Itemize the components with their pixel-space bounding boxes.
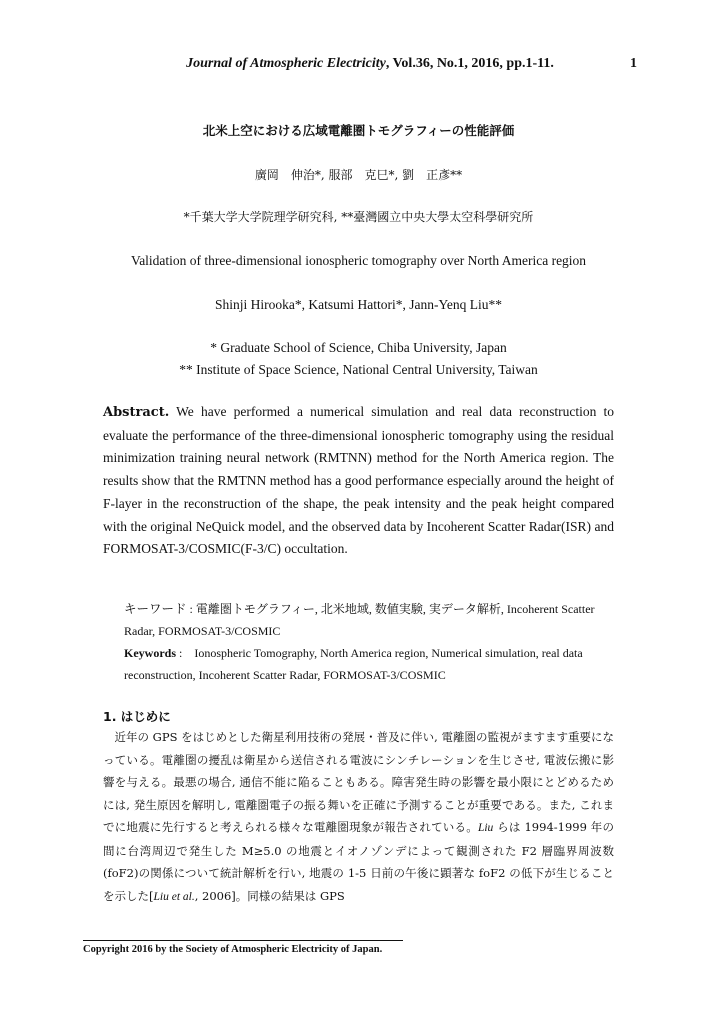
intro-author-liu: Liu <box>477 822 494 834</box>
affiliations-japanese: *千葉大学大学院理学研究科, **臺灣國立中央大學太空科學研究所 <box>183 210 534 224</box>
affiliation-english-1: * Graduate School of Science, Chiba University, Japan <box>210 340 507 355</box>
keywords-english <box>124 642 604 686</box>
introduction-paragraph <box>103 726 614 908</box>
keywords-text-english: : Ionospheric Tomography, North America region, Numerical simulation, real data reconstruction, Incoherent Scatter Radar, FORMOSAT-3/COSMIC <box>124 646 583 682</box>
intro-citation-author: Liu et al. <box>153 890 195 903</box>
abstract <box>103 401 614 561</box>
footer-rule <box>83 940 403 941</box>
copyright-notice: Copyright 2016 by the Society of Atmospheric Electricity of Japan. <box>83 944 383 955</box>
running-header <box>130 56 610 72</box>
keywords-label-japanese: キーワード <box>124 601 187 616</box>
authors-english: Shinji Hirooka*, Katsumi Hattori*, Jann-Yenq Liu** <box>215 297 502 312</box>
intro-text-b: らは 1994-1999 年の間に台湾周辺で発生した M≥5.0 の地震とイオノゾンデによって観測された F2 層臨界周波数(foF2)の関係について統計解析を行い, 地震の 1-5 日前の午後に顕著な foF2 の低下が生じることを示した[ <box>103 820 615 903</box>
intro-text-a: 近年の GPS をはじめとした衛星利用技術の発展・普及に伴い, 電離圏の監視がますます重要になっている。電離圏の擾乱は衛星から送信される電波にシンチレーションを生じさせ, 電波伝搬に影響を与える。最悪の場合, 通信不能に陥ることもある。障害発生時の影響を最小限にとどめるためには, 発生原因を解明し, 電離圏電子の振る舞いを正確に予測することが重要である。また, これまでに地震に先行すると考えられる様々な電離圏現象が報告されている。 <box>103 730 614 834</box>
intro-text-c: , 2006]。同様の結果は GPS <box>194 888 345 903</box>
keywords-japanese <box>124 598 604 642</box>
abstract-text: We have performed a numerical simulation and real data reconstruction to evaluate the performance of the three-dimensional ionospheric tomography using the residual minimization training neural network (RMTNN) method for the North America region. The results show that the RMTNN method has a good performance especially around the height of F-layer in the reconstruction of the shape, the peak intensity and the peak height compared with the original NeQuick model, and the observed data by Incoherent Scatter Radar(ISR) and FORMOSAT-3/COSMIC(F-3/C) occultation. <box>103 404 614 557</box>
authors-japanese: 廣岡 伸治*, 服部 克巳*, 劉 正彥** <box>254 168 463 182</box>
affiliation-english-2: ** Institute of Space Science, National Central University, Taiwan <box>179 362 538 377</box>
journal-name: Journal of Atmospheric Electricity <box>186 56 386 71</box>
journal-citation: , Vol.36, No.1, 2016, pp.1-11. <box>385 56 554 71</box>
section-heading: 1. はじめに <box>103 709 171 724</box>
keywords-text-japanese: : 電離圏トモグラフィー, 北米地域, 数値実験, 実データ解析, Incoherent Scatter Radar, FORMOSAT-3/COSMIC <box>124 602 595 638</box>
keywords-block <box>124 598 604 686</box>
abstract-label: Abstract. <box>103 405 170 420</box>
title-japanese: 北米上空における広域電離圏トモグラフィーの性能評価 <box>202 123 515 138</box>
page-number: 1 <box>630 56 637 71</box>
title-english: Validation of three-dimensional ionospheric tomography over North America region <box>130 253 587 268</box>
keywords-label-english: Keywords <box>124 646 176 660</box>
